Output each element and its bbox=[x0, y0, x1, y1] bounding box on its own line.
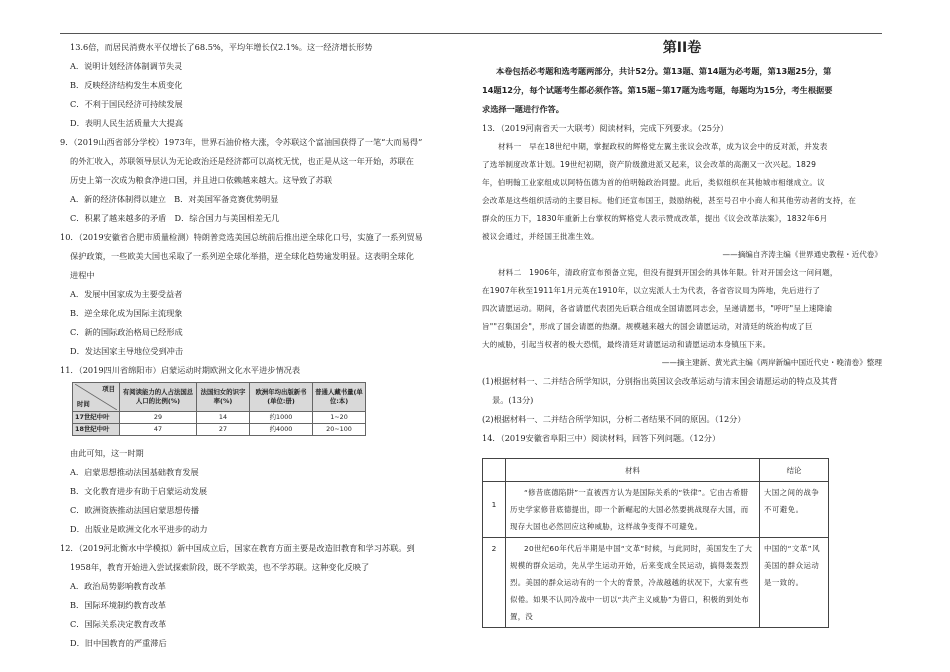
q11-option-c: C．欧洲资族推动法国启蒙思想传播 bbox=[70, 505, 200, 515]
q10-option-a: A．发展中国家成为主要受益者 bbox=[70, 289, 183, 299]
q14-row-number: 1 bbox=[483, 482, 506, 538]
q11-cell: 14 bbox=[197, 412, 250, 424]
q14-table bbox=[482, 458, 829, 628]
q13-task1-line: 景。(13分) bbox=[492, 395, 534, 405]
q8-intro-continued: 13.6倍，而居民消费水平仅增长了68.5%，平均年增长仅2.1%。这一经济增长形势 bbox=[70, 42, 373, 52]
q12-line2: 1958年，教育开始进入尝试探索阶段，既不学欧美，也不学苏联。这种变化反映了 bbox=[70, 562, 370, 572]
q10-option-d: D．发达国家主导地位受到冲击 bbox=[70, 346, 184, 356]
table-row bbox=[73, 412, 366, 424]
q8-option-d: D．表明人民生活质量大大提高 bbox=[70, 118, 184, 128]
q12-option-d: D．旧中国教育的严重滞后 bbox=[70, 638, 167, 648]
q11-after-text: 由此可知，这一时期 bbox=[70, 448, 144, 458]
section-title: 第II卷 bbox=[662, 40, 702, 56]
q11-cell: 约1000 bbox=[250, 412, 313, 424]
q11-corner-bottom: 时间 bbox=[77, 400, 90, 408]
q13-material1-line: 群众的压力下，1830年重新上台掌权的辉格党人表示赞成改革，提出《议会改革法案》，1832年6月 bbox=[482, 214, 828, 223]
q13-task2: (2)根据材料一、二并结合所学知识，分析二者结果不同的原因。（12分） bbox=[482, 414, 746, 424]
q11-row-time: 17世纪中叶 bbox=[73, 412, 120, 424]
q11-stem: 11．（2019四川省绵阳市）启蒙运动时期欧洲文化水平进步情况表 bbox=[60, 365, 301, 375]
q13-source1: ——摘编自齐涛主编《世界通史教程・近代卷》 bbox=[722, 250, 882, 259]
q10-option-b: B．逆全球化成为国际主流现象 bbox=[70, 308, 183, 318]
q12-option-c: C．国际关系决定教育改革 bbox=[70, 619, 167, 629]
q14-row-material: “修昔底德陷阱”一直被西方认为是国际关系的“铁律”。它由古希腊历史学家修昔底德提出，即一个新崛起的大国必然要挑战现存大国，而现存大国也必然回应这种威胁，这样战争变得不可避免。 bbox=[506, 482, 760, 538]
q14-header-material: 材料 bbox=[506, 459, 760, 482]
q13-source2: ——摘主建新、黄光武主编《两岸新编中国近代史・晚清卷》整理 bbox=[661, 358, 882, 367]
q11-cell: 20~100 bbox=[313, 424, 366, 436]
q11-table bbox=[72, 382, 366, 436]
q8-option-a: A．说明计划经济体制调节失灵 bbox=[70, 61, 183, 71]
q10-option-c: C．新的国际政治格局已经形成 bbox=[70, 327, 183, 337]
q13-task1-line: (1)根据材料一、二并结合所学知识，分别指出英国议会改革运动与清末国会请愿运动的特点及其背 bbox=[482, 376, 838, 386]
instructions-line: 14题12分，每个试题考生都必须作答。第15题~第17题为选考题，每题均为15分，考生根据要 bbox=[482, 85, 833, 95]
q8-option-c: C．不利于国民经济可持续发展 bbox=[70, 99, 183, 109]
q11-option-a: A．启蒙思想推动法国基础教育发展 bbox=[70, 467, 199, 477]
q13-material2-line: 材料二 1906年，清政府宣布预备立宪，但没有提到开国会的具体年限。针对开国会这一问问题， bbox=[498, 268, 838, 277]
q11-header: 普通人藏书量(单位:本) bbox=[313, 383, 366, 412]
q8-option-b: B．反映经济结构发生本质变化 bbox=[70, 80, 183, 90]
q9-options-row2: C．积累了越来越多的矛盾 D．综合国力与美国相差无几 bbox=[70, 213, 280, 223]
q9-line2: 的外汇收入，苏联领导层认为无论政治还是经济都可以高枕无忧，也正是从这一年开始，苏联在 bbox=[70, 156, 414, 166]
q11-cell: 29 bbox=[120, 412, 197, 424]
q10-stem: 10．（2019安徽省合肥市质量检测）特朗普竞选美国总统前后推出逆全球化口号，实施了一系列贸易 bbox=[60, 232, 423, 242]
q14-header-conclusion: 结论 bbox=[760, 459, 829, 482]
q9-options-row1: A．新的经济体制得以建立 B．对美国军备竞赛优势明显 bbox=[70, 194, 279, 204]
q13-material1-line: 会改革是这些组织活动的主要目标。他们还宣布国王，鼓励纳税，甚至号召中小商人和其他劳动者的支持，在 bbox=[482, 196, 857, 205]
q11-header: 有阅读能力的人占法国总人口的比例(%) bbox=[120, 383, 197, 412]
q13-material1-line: 了选举制度改革计划。19世纪初期，资产阶级激进派又起来，议会改革的高潮又一次兴起。1829 bbox=[482, 160, 817, 169]
q14-row-number: 2 bbox=[483, 538, 506, 628]
q14-row-conclusion: 中国的“文革”风美国的群众运动是一致的。 bbox=[760, 538, 829, 628]
q11-table-corner bbox=[73, 383, 120, 412]
q14-row-conclusion: 大国之间的战争不可避免。 bbox=[760, 482, 829, 538]
left-column bbox=[60, 0, 458, 653]
table-row bbox=[483, 538, 829, 628]
q11-corner-top: 项目 bbox=[102, 385, 115, 393]
q12-option-b: B．国际环境制约教育改革 bbox=[70, 600, 167, 610]
q11-cell: 1~20 bbox=[313, 412, 366, 424]
q13-material1-line: 材料一 早在18世纪中期，掌握政权的辉格党左翼主张议会改革，成为议会中的反对派，并发表 bbox=[498, 142, 828, 151]
q11-cell: 约4000 bbox=[250, 424, 313, 436]
q11-option-b: B．文化教育进步有助于启蒙运动发展 bbox=[70, 486, 208, 496]
q10-line2: 保护政策，一些欧美大国也采取了一系列逆全球化举措，逆全球化趋势逾发明显。这表明全球化 bbox=[70, 251, 414, 261]
q12-stem: 12．（2019河北衡水中学模拟）新中国成立后，国家在教育方面主要是改造旧教育和学习苏联。到 bbox=[60, 543, 415, 553]
table-row bbox=[73, 424, 366, 436]
q13-material1-line: 年，伯明翰工业家组成以阿特伍德为首的伯明翰政治同盟。此后，类似组织在其他城市相继成立。议 bbox=[482, 178, 825, 187]
q10-line3: 进程中 bbox=[70, 270, 95, 280]
q11-header: 欧洲年均出版新书(单位:册) bbox=[250, 383, 313, 412]
q9-stem: 9．（2019山西省部分学校）1973年，世界石油价格大涨，令苏联这个富油国获得了一笔“大而易得” bbox=[60, 137, 423, 147]
instructions-line: 求选择一题进行作答。 bbox=[482, 104, 564, 114]
q13-material2-line: 旨""召集国会"，形成了国会请愿的热潮。规模越来越大的国会请愿运动，对清廷的统治构成了巨 bbox=[482, 322, 813, 331]
q13-material2-line: 在1907年秋至1911年1月元英在1910年，以立宪派人士为代表，各省咨议局为阵地，先后进行了 bbox=[482, 286, 821, 295]
q11-header: 法国妇女的识字率(%) bbox=[197, 383, 250, 412]
q13-material1-line: 被议会通过，并经国王批准生效。 bbox=[482, 232, 599, 241]
q13-stem: 13．（2019河南省天一大联考）阅读材料，完成下列要求。（25分） bbox=[482, 123, 729, 133]
q9-line3: 历史上第一次成为粮食净进口国，并且进口依赖越来越大。这导致了苏联 bbox=[70, 175, 333, 185]
q11-cell: 47 bbox=[120, 424, 197, 436]
q14-row-material: 20世纪60年代后半期是中国“文革”时候，与此同时，美国发生了大规模的群众运动，先从学生运动开始，后来变成全民运动，搞得轰轰烈烈。美国的群众运动有的一个大的背景，冷战越越的状况下，大家有些似倦。如果不认同冷战中一切以“共产主义威胁”为借口，积极的到处布置，没 bbox=[506, 538, 760, 628]
q14-stem: 14．（2019安徽省阜阳三中）阅读材料，回答下列问题。（12分） bbox=[482, 433, 721, 443]
right-column bbox=[482, 0, 882, 628]
instructions-line: 本卷包括必考题和选考题两部分，共计52分。第13题、第14题为必考题，第13题25分，第 bbox=[496, 66, 832, 76]
q11-row-time: 18世纪中叶 bbox=[73, 424, 120, 436]
q13-material2-line: 四次请愿运动。期间，各省请愿代表团先后联合组成全国请愿同志会，呈递请愿书，"呼吁"呈上速降谕 bbox=[482, 304, 833, 313]
table-row bbox=[483, 482, 829, 538]
q12-option-a: A．政治局势影响教育改革 bbox=[70, 581, 166, 591]
q11-cell: 27 bbox=[197, 424, 250, 436]
q13-material2-line: 大的威胁，引起当权者的极大恐慌，最终清廷对请愿运动和请愿运动本身镇压下来。 bbox=[482, 340, 771, 349]
q11-option-d: D．出版业是欧洲文化水平进步的动力 bbox=[70, 524, 208, 534]
q14-header-blank bbox=[483, 459, 506, 482]
